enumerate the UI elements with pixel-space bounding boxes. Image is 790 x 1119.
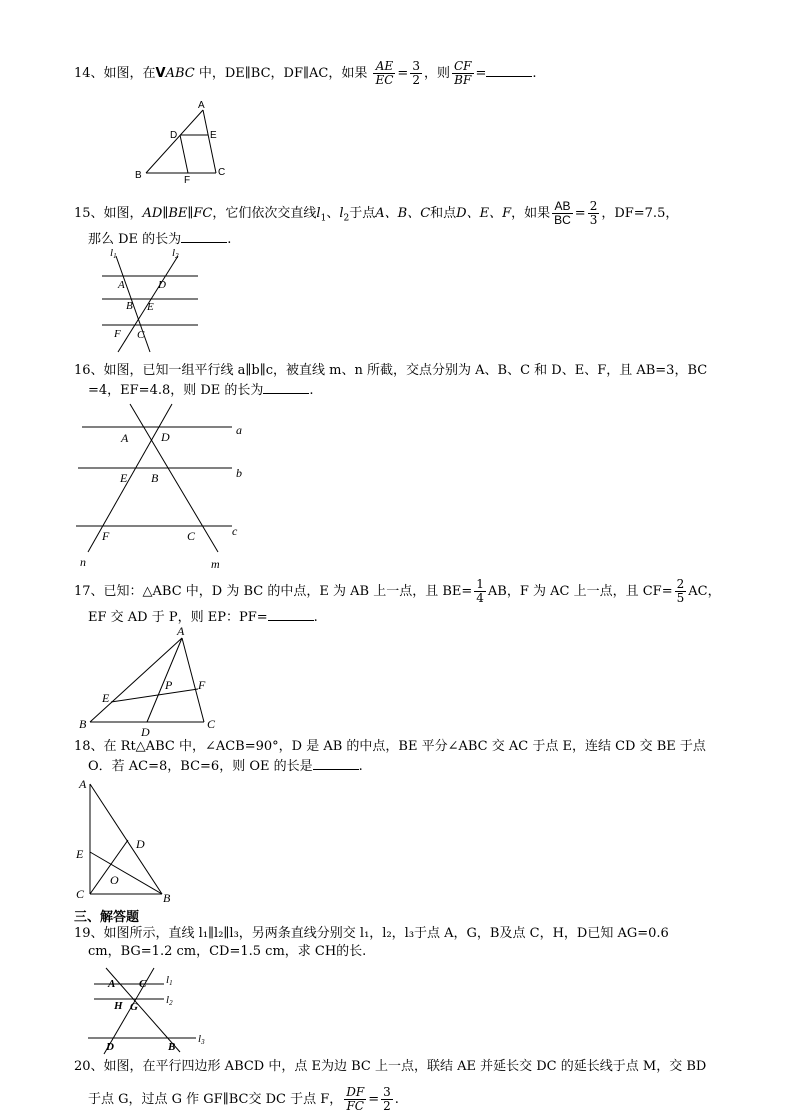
q19-label-d: D: [106, 1041, 114, 1053]
q14-label-e: E: [210, 130, 217, 141]
q18-label-b: B: [163, 891, 171, 904]
q16-label-c-line: c: [232, 524, 238, 538]
q15-label-f: F: [114, 328, 121, 340]
q17-label-p: P: [165, 678, 173, 692]
q20-fraction-df-fc: $\frac{DF}{FC}$: [346, 1085, 365, 1113]
q15-fraction-2-3: $\frac{2}{3}$: [589, 199, 598, 227]
q18-label-d: D: [136, 837, 145, 851]
q20-fraction-3-2: $\frac{3}{2}$: [383, 1085, 391, 1113]
q19-label-h: H: [114, 1000, 123, 1012]
q15-label-e: E: [147, 301, 154, 313]
q15-fraction-ab-bc: $\frac{AB}{BC}$: [554, 199, 571, 227]
q14-fraction-ae-ec: $\frac{AE}{EC}$: [375, 59, 394, 87]
q15-figure: [98, 246, 208, 356]
q19-label-g: G: [130, 1001, 138, 1013]
q14-label-d: D: [170, 130, 178, 141]
q14-fraction-3-2: $\frac{3}{2}$: [412, 59, 420, 87]
q18-label-a: A: [79, 777, 87, 791]
q18-answer-blank[interactable]: [313, 757, 359, 770]
q16-figure: [72, 402, 252, 574]
q18-label-e: E: [76, 847, 84, 861]
q17-label-d: D: [141, 725, 150, 738]
q17-label-c: C: [207, 717, 216, 731]
q20-text-line2: 于点 G，过点 G 作 GF∥BC交 DC 于点 F， $\frac{DF}{FC}$ = $\frac{3}{2}$ .: [88, 1085, 399, 1113]
q14-fraction-cf-bf: $\frac{CF}{BF}$: [453, 59, 472, 87]
q15-label-d: D: [158, 279, 166, 291]
q19-label-l2: l2: [166, 994, 173, 1007]
q19-label-b: B: [168, 1041, 176, 1053]
q18-figure: [72, 774, 182, 904]
q15-label-c: C: [137, 329, 145, 341]
q17-label-b: B: [79, 717, 87, 731]
q15-label-l1: l1: [110, 247, 117, 260]
q19-text-line2: cm，BG=1.2 cm，CD=1.5 cm，求 CH的长.: [88, 944, 367, 959]
q19-label-a: A: [108, 978, 116, 990]
q16-label-m: m: [211, 557, 220, 571]
q18-label-c: C: [76, 887, 85, 901]
q16-label-b-line: b: [236, 466, 242, 480]
q14-figure: [128, 98, 238, 184]
q15-label-a: A: [118, 279, 125, 291]
q17-fraction-1-4: $\frac{1}{4}$: [476, 577, 484, 605]
q17-label-a: A: [177, 624, 185, 638]
q17-text-line2: EF 交 AD 于 P，则 EP：PF= .: [88, 610, 318, 625]
q16-label-a: A: [121, 431, 129, 445]
q19-label-l1: l1: [166, 974, 173, 987]
q16-label-n: n: [80, 555, 86, 569]
q17-figure: [74, 622, 224, 738]
q14-label-a: A: [198, 100, 205, 111]
q19-label-l3: l3: [198, 1033, 205, 1046]
q16-label-d: D: [161, 430, 170, 444]
q18-label-o: O: [110, 873, 119, 887]
q14-text: 14、如图，在VABC 中，DE∥BC，DF∥AC，如果 $\frac{AE}{EC}$ = $\frac{3}{2}$ ，则 $\frac{CF}{BF}$ = .: [74, 59, 537, 87]
q15-label-b: B: [126, 300, 133, 312]
q15-answer-blank[interactable]: [181, 230, 227, 243]
q16-label-c: C: [187, 529, 196, 543]
q16-label-e: E: [120, 471, 128, 485]
q14-answer-blank[interactable]: [486, 64, 532, 77]
q14-label-b: B: [135, 170, 142, 181]
q15-text-line1: 15、如图，AD∥BE∥FC，它们依次交直线$l_1$、$l_2$于点A、B、C和点D、E、F，如果 $\frac{AB}{BC}$ = $\frac{2}{3}$ ，DF=7.5，: [74, 199, 679, 227]
q19-figure: [84, 966, 214, 1058]
q18-text-line1: 18、在 Rt△ABC 中，∠ACB=90°，D 是 AB 的中点，BE 平分∠ABC 交 AC 于点 E，连结 CD 交 BE 于点: [74, 739, 706, 754]
q19-text-line1: 19、如图所示，直线 l₁∥l₂∥l₃，另两条直线分别交 l₁，l₂，l₃于点 A，G，B及点 C，H，D已知 AG=0.6: [74, 926, 669, 941]
section-heading: 三、解答题: [74, 909, 140, 924]
q14-label-c: C: [218, 167, 226, 178]
q17-fraction-2-5: $\frac{2}{5}$: [676, 577, 685, 605]
q15-label-l2: l2: [172, 247, 179, 260]
q16-text-line2: =4，EF=4.8，则 DE 的长为 .: [88, 383, 314, 398]
q18-text-line2: O．若 AC=8，BC=6，则 OE 的长是 .: [88, 759, 363, 774]
q16-text-line1: 16、如图，已知一组平行线 a∥b∥c，被直线 m、n 所截，交点分别为 A、B、C 和 D、E、F，且 AB=3，BC: [74, 363, 708, 378]
q15-text-line2: 那么 DE 的长为 .: [88, 232, 232, 247]
q17-text-line1: 17、已知：△ABC 中，D 为 BC 的中点，E 为 AB 上一点，且 BE= $\frac{1}{4}$ AB，F 为 AC 上一点，且 CF= $\frac{2}{5}$ AC，: [74, 577, 721, 605]
q14-label-f: F: [184, 175, 191, 184]
q17-label-e: E: [102, 691, 110, 705]
q17-answer-blank[interactable]: [268, 608, 314, 621]
q16-answer-blank[interactable]: [263, 381, 309, 394]
q17-label-f: F: [198, 678, 206, 692]
q19-label-c: C: [139, 978, 147, 990]
q16-label-b: B: [151, 471, 159, 485]
q20-text-line1: 20、如图，在平行四边形 ABCD 中，点 E为边 BC 上一点，联结 AE 并延长交 DC 的延长线于点 M，交 BD: [74, 1059, 707, 1074]
q16-label-f: F: [102, 529, 110, 543]
q16-label-a-line: a: [236, 423, 242, 437]
